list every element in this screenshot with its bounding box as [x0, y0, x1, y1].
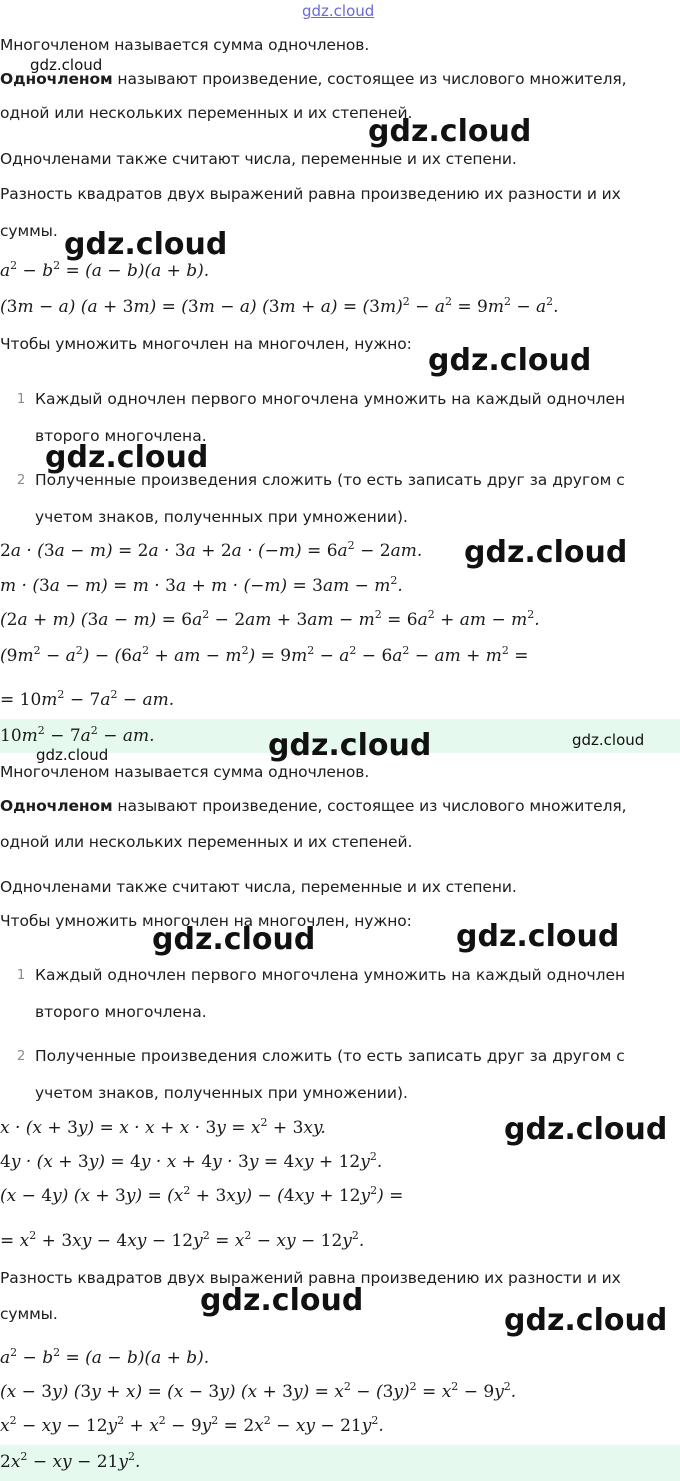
formula-step: $m \cdot (3a - m) = m \cdot 3a + m \cdot (-m) = 3am - m^2$. [0, 574, 403, 596]
watermark: gdz.cloud [152, 922, 316, 957]
watermark: gdz.cloud [456, 919, 620, 954]
definition-polynomial: Многочленом называется сумма одночленов. [0, 763, 370, 781]
watermark: gdz.cloud [268, 728, 432, 763]
watermark: gdz.cloud [36, 746, 109, 764]
formula-difference-of-squares: $a^2 - b^2 = (a - b)(a + b)$. [0, 259, 210, 281]
rule-intro: Чтобы умножить многочлен на многочлен, нужно: [0, 335, 412, 353]
watermark: gdz.cloud [200, 1283, 364, 1318]
difference-of-squares-text-cont: суммы. [0, 222, 58, 240]
rule-intro: Чтобы умножить многочлен на многочлен, нужно: [0, 912, 412, 930]
watermark: gdz.cloud [504, 1112, 668, 1147]
definition-monomial-numbers: Одночленами также считают числа, переменные и их степени. [0, 878, 517, 896]
watermark: gdz.cloud [464, 535, 628, 570]
formula-difference-of-squares: $a^2 - b^2 = (a - b)(a + b)$. [0, 1346, 210, 1368]
formula-step: (3m − a) (a + 3m) = (3m − a) $(3m + a) = (3m)^2 - a^2 = 9m^2 - a^2$. [0, 295, 559, 317]
definition-text: называют произведение, состоящее из числового множителя, [112, 797, 627, 815]
list-item: Каждый одночлен первого многочлена умножить на каждый одночлен [35, 390, 626, 408]
watermark: gdz.cloud [428, 343, 592, 378]
definition-monomial-numbers: Одночленами также считают числа, переменные и их степени. [0, 150, 517, 168]
formula-step: = $x^2 + 3xy - 4xy - 12y^2 = x^2$ − xy − $12y^2$. [0, 1229, 365, 1251]
definition-monomial-cont: одной или нескольких переменных и их степеней. [0, 104, 413, 122]
list-item-cont: учетом знаков, полученных при умножении). [35, 1084, 408, 1102]
watermark: gdz.cloud [64, 227, 228, 262]
list-number: 2 [17, 473, 26, 488]
definition-polynomial: Многочленом называется сумма одночленов. [0, 36, 370, 54]
list-item: Полученные произведения сложить (то есть записать друг за другом с [35, 1047, 625, 1065]
formula-step: $x \cdot (x + 3y) = x \cdot x + x \cdot 3y = x^2 + 3xy$. [0, 1116, 326, 1138]
watermark: gdz.cloud [30, 56, 103, 74]
definition-monomial [0, 70, 626, 88]
formula-step: $4y \cdot (x + 3y) = 4y \cdot x + 4y \cdot 3y = 4xy + 12y^2$. [0, 1150, 383, 1172]
watermark: gdz.cloud [504, 1303, 668, 1338]
watermark-top[interactable]: gdz.cloud [302, 2, 375, 20]
definition-monomial [0, 797, 626, 815]
watermark: gdz.cloud [572, 731, 645, 749]
list-item-cont: второго многочлена. [35, 1003, 207, 1021]
definition-monomial-cont: одной или нескольких переменных и их степеней. [0, 833, 413, 851]
watermark: gdz.cloud [45, 440, 209, 475]
formula-step: (x − 3y) (3y + x) = (x − 3y) $(x + 3y) = x^2 - (3y)^2 = x^2 - 9y^2$. [0, 1380, 517, 1402]
difference-of-squares-text: Разность квадратов двух выражений равна произведению их разности и их [0, 1269, 621, 1287]
answer: $2x^2$ − xy − $21y^2$. [0, 1450, 141, 1472]
formula-step: (2a + m) $(3a - m) = 6a^2 - 2am + 3am - m^2 = 6a^2$ + am − $m^2$. [0, 608, 540, 630]
list-number: 1 [17, 392, 26, 407]
term-bold: Одночленом [0, 70, 113, 88]
formula-step: (x − 4y) $(x + 3y) = (x^2 + 3xy) - (4xy + 12y^2)$ = [0, 1184, 404, 1206]
formula-step: $(9m^2 - a^2) - (6a^2$ + am − $m^2) = 9m^2 - a^2 - 6a^2$ − am + $m^2$ = [0, 644, 529, 666]
list-number: 1 [17, 968, 26, 983]
formula-step: $2a \cdot (3a - m) = 2a \cdot 3a + 2a \cdot (-m) = 6a^2 - 2am$. [0, 539, 423, 561]
formula-step: $x^2$ − xy − $12y^2 + x^2 - 9y^2 = 2x^2$ − xy − $21y^2$. [0, 1414, 384, 1436]
watermark: gdz.cloud [368, 114, 532, 149]
list-item-cont: второго многочлена. [35, 427, 207, 445]
list-item: Полученные произведения сложить (то есть записать друг за другом с [35, 471, 625, 489]
list-number: 2 [17, 1049, 26, 1064]
difference-of-squares-text: Разность квадратов двух выражений равна произведению их разности и их [0, 185, 621, 203]
definition-text: называют произведение, состоящее из числового множителя, [112, 70, 627, 88]
answer: $10m^2 - 7a^2$ − am. [0, 724, 155, 746]
difference-of-squares-text-cont: суммы. [0, 1305, 58, 1323]
formula-step: = $10m^2 - 7a^2$ − am. [0, 688, 175, 710]
term-bold: Одночленом [0, 797, 113, 815]
list-item: Каждый одночлен первого многочлена умножить на каждый одночлен [35, 966, 626, 984]
list-item-cont: учетом знаков, полученных при умножении). [35, 508, 408, 526]
